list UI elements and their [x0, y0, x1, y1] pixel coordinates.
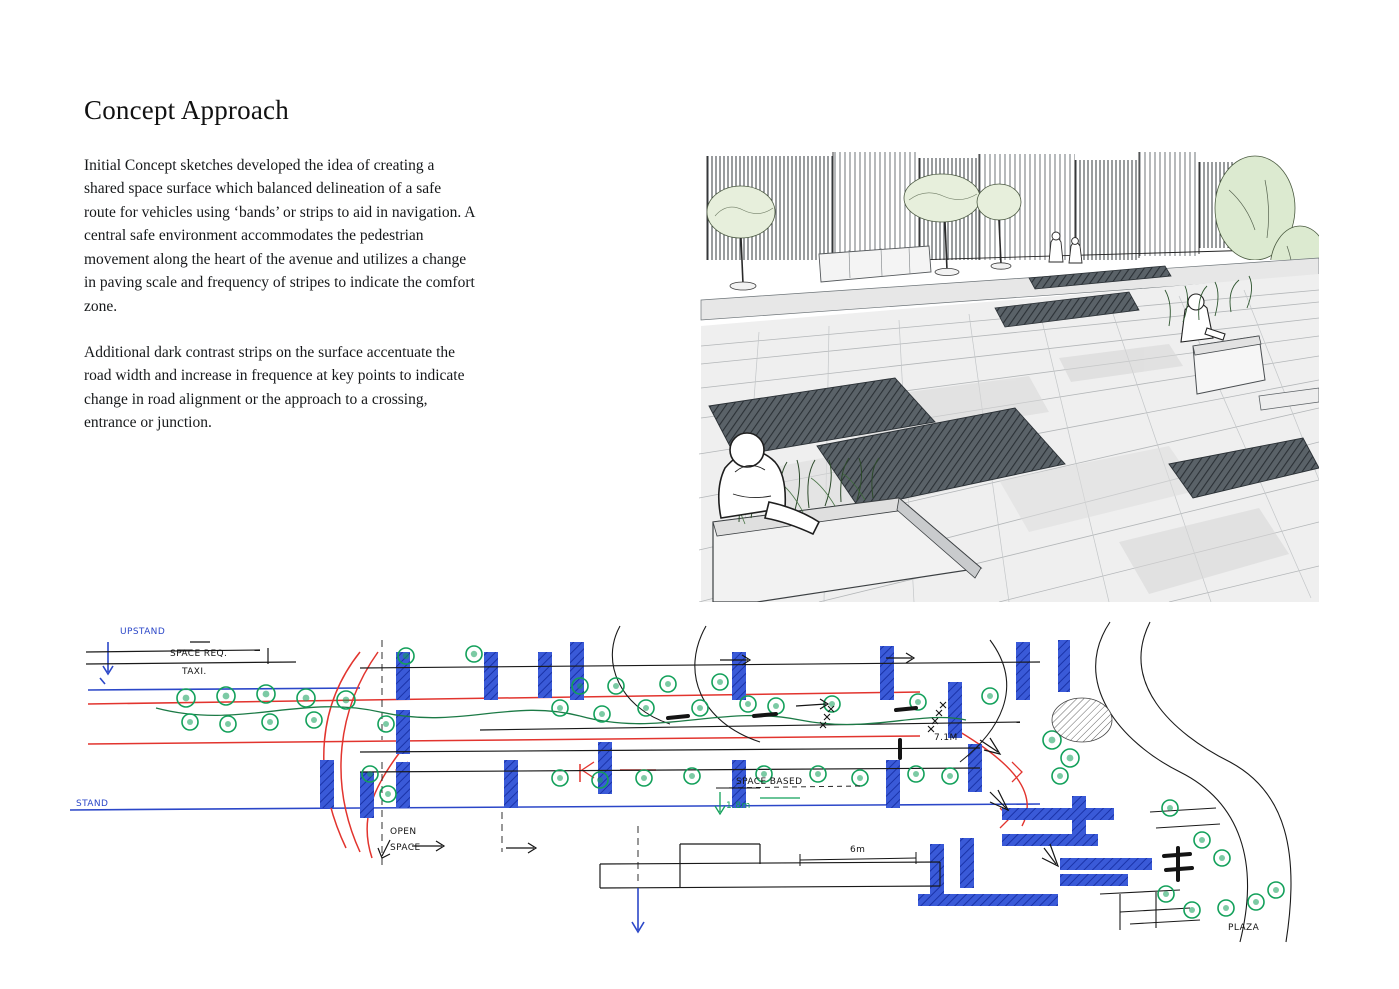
plan-annotation-space-req: SPACE REQ. — [170, 649, 228, 659]
plan-annotation-1-8m: 1.8m — [726, 801, 751, 811]
concept-plan-sketch — [60, 612, 1320, 962]
plan-annotation-space: SPACE — [390, 843, 421, 853]
shared-space-perspective-sketch — [699, 150, 1319, 602]
plan-annotation-stand: STAND — [76, 799, 109, 809]
paragraph-1: Initial Concept sketches developed the idea of creating a shared space surface which balanced delineation of a safe route for vehicles using ‘bands’ or strips to aid in navigation. A central safe environment accommodates the pedestrian movement along the heart of the avenue and utilizes a change in paving scale and frequency of stripes to indicate the comfort zone. — [84, 156, 475, 315]
paragraph-2: Additional dark contrast strips on the surface accentuate the road width and increase in frequence at key points to indicate change in road alignment or the approach to a crossing, entrance or junction. — [84, 343, 465, 432]
text-column — [84, 96, 484, 457]
plan-annotation-7-1m: 7.1M — [934, 733, 958, 743]
plan-annotation-6m: 6m — [850, 845, 866, 855]
plan-annotation-space-based: SPACE BASED — [736, 777, 803, 787]
plan-annotation-plaza: PLAZA — [1228, 923, 1260, 933]
plan-annotation-upstand: UPSTAND — [120, 627, 166, 637]
page-title: Concept Approach — [84, 95, 289, 125]
plan-annotation-taxi: TAXI. — [182, 667, 207, 677]
plan-annotation-open: OPEN — [390, 827, 417, 837]
